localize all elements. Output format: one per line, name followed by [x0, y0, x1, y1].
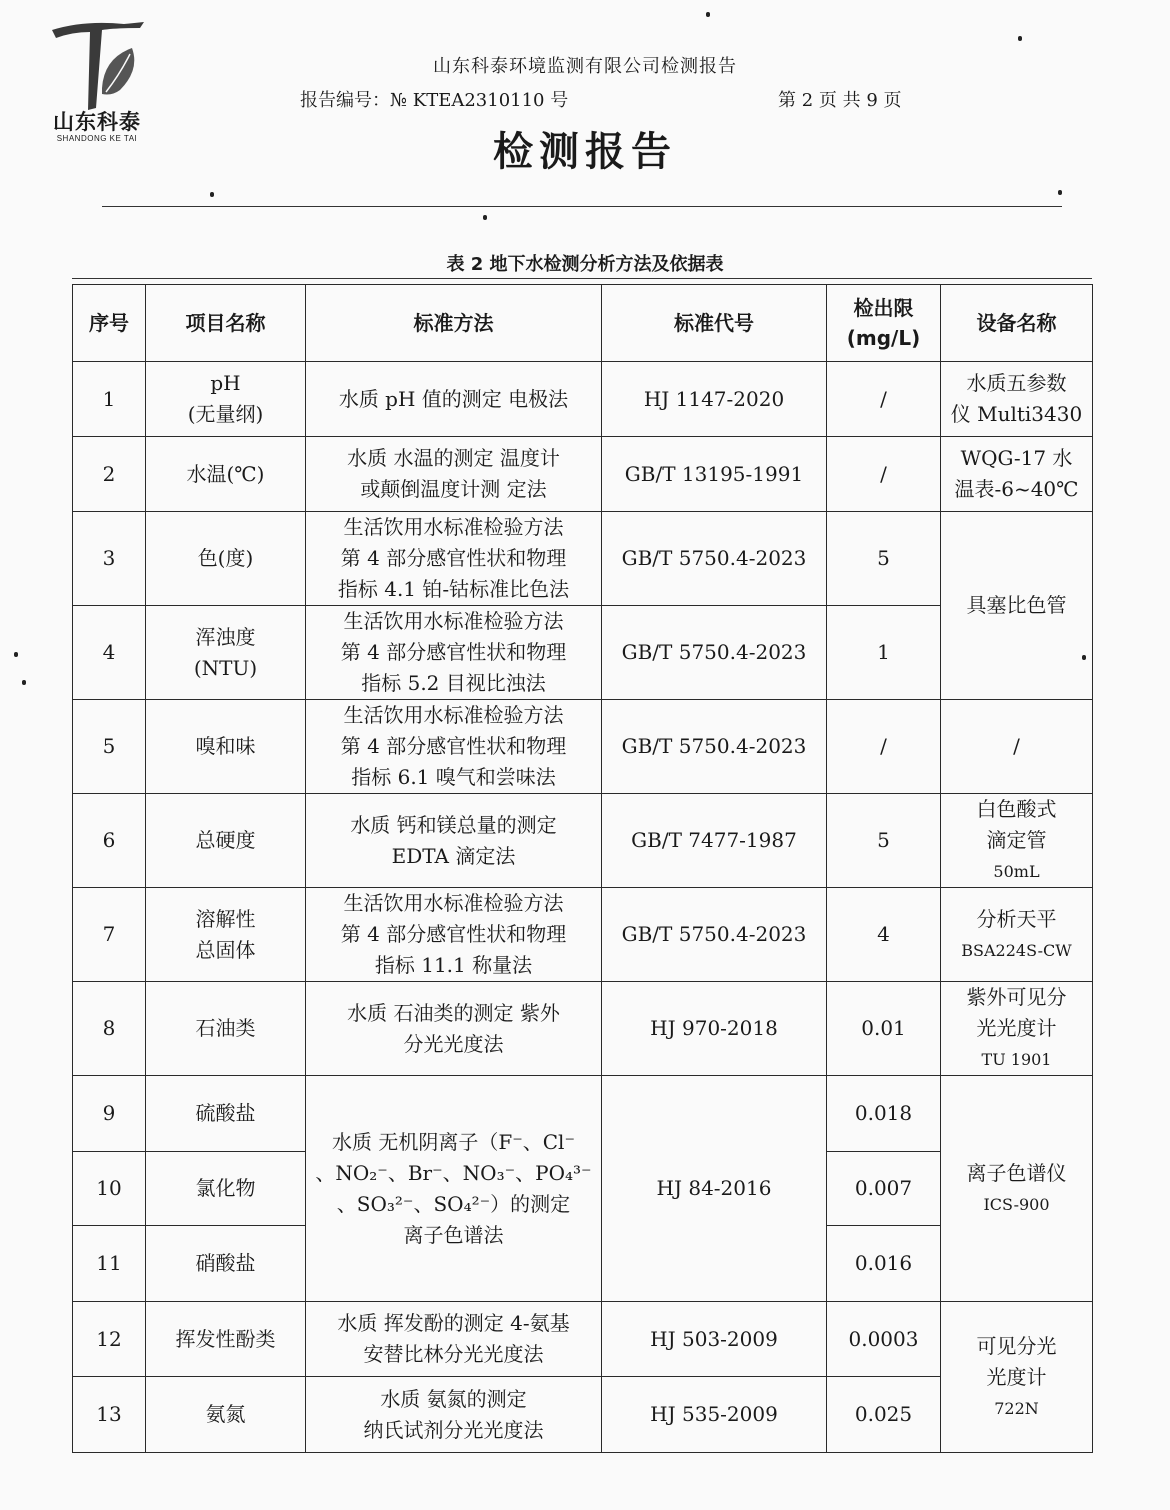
line: ICS-900: [983, 1194, 1050, 1214]
line: 仪 Multi3430: [950, 402, 1083, 426]
cell-method: [306, 1076, 602, 1302]
cell-code: GB/T 5750.4-2023: [602, 888, 827, 982]
line: 总固体: [195, 937, 256, 962]
cell-item: [146, 982, 306, 1076]
line: 离子色谱仪: [966, 1160, 1067, 1185]
cell-device: [941, 362, 1093, 437]
cell-method: [306, 982, 602, 1076]
scan-speck: [14, 652, 18, 657]
cell-code: HJ 1147-2020: [602, 362, 827, 437]
table-row: [73, 512, 1093, 606]
line: TU 1901: [981, 1050, 1052, 1069]
table-caption: 表 2 地下水检测分析方法及依据表: [446, 254, 724, 275]
table-header-row: [73, 285, 1093, 362]
line: 、SO₃²⁻、SO₄²⁻）的测定: [336, 1191, 571, 1216]
cell-method: [306, 606, 602, 700]
cell-method: [306, 888, 602, 982]
cell-device: [941, 888, 1093, 982]
line: 滴定管: [986, 828, 1047, 852]
cell-no: 1: [73, 362, 146, 437]
line: 嗅和味: [195, 734, 256, 758]
line: 白色酸式: [976, 797, 1057, 821]
cell-device: [941, 437, 1093, 512]
line: 生活饮用水标准检验方法: [343, 515, 564, 539]
scan-speck: [1082, 655, 1086, 660]
line: 50mL: [993, 862, 1040, 881]
cell-no: 13: [73, 1377, 146, 1453]
line: 第 4 部分感官性状和物理: [340, 640, 567, 664]
line: 水质 石油类的测定 紫外: [347, 1000, 560, 1025]
caption-divider: [72, 278, 1092, 279]
line: 温表-6~40℃: [954, 477, 1079, 501]
table-row: [73, 1302, 1093, 1377]
line: 生活饮用水标准检验方法: [343, 891, 564, 915]
line: (NTU): [193, 655, 258, 680]
cell-limit: /: [827, 362, 941, 437]
header-device: 设备名称: [941, 285, 1093, 362]
cell-item: [146, 1377, 306, 1453]
line: 硫酸盐: [195, 1101, 256, 1125]
line: 、NO₂⁻、Br⁻、NO₃⁻、PO₄³⁻: [315, 1160, 592, 1185]
cell-limit: 5: [827, 512, 941, 606]
table-row: [73, 982, 1093, 1076]
cell-code: HJ 503-2009: [602, 1302, 827, 1377]
cell-code: HJ 970-2018: [602, 982, 827, 1076]
header-limit-line1: 检出限: [853, 296, 914, 320]
cell-item: [146, 1076, 306, 1152]
table-row: [73, 794, 1093, 888]
cell-no: 5: [73, 700, 146, 794]
line: 浑浊度: [195, 624, 256, 649]
line: 指标 5.2 目视比浊法: [361, 671, 546, 695]
methods-table: [72, 284, 1093, 1453]
table-row: [73, 888, 1093, 982]
cell-item: [146, 1226, 306, 1302]
cell-code: GB/T 13195-1991: [602, 437, 827, 512]
line: 或颠倒温度计测 定法: [360, 477, 547, 501]
cell-code: GB/T 5750.4-2023: [602, 606, 827, 700]
table-row: [73, 1377, 1093, 1453]
cell-device: [941, 794, 1093, 888]
company-header: 山东科泰环境监测有限公司检测报告: [433, 56, 737, 77]
line: 总硬度: [195, 828, 256, 852]
cell-code: GB/T 5750.4-2023: [602, 512, 827, 606]
cell-item: [146, 794, 306, 888]
cell-limit: 0.016: [827, 1226, 941, 1302]
line: pH: [210, 371, 241, 395]
cell-no: 10: [73, 1152, 146, 1226]
header-method: 标准方法: [306, 285, 602, 362]
line: 氯化物: [195, 1176, 256, 1200]
cell-device: [941, 1302, 1093, 1453]
cell-device: [941, 700, 1093, 794]
line: 离子色谱法: [403, 1222, 504, 1247]
cell-no: 7: [73, 888, 146, 982]
cell-limit: 4: [827, 888, 941, 982]
line: 可见分光: [976, 1333, 1057, 1358]
line: 挥发性酚类: [175, 1326, 276, 1351]
table-row: [73, 606, 1093, 700]
cell-code: HJ 535-2009: [602, 1377, 827, 1453]
cell-no: 6: [73, 794, 146, 888]
header-limit: [827, 285, 941, 362]
line: 指标 6.1 嗅气和尝味法: [351, 765, 556, 789]
cell-device: [941, 1076, 1093, 1302]
cell-limit: 1: [827, 606, 941, 700]
line: 氨氮: [205, 1402, 246, 1426]
scan-speck: [483, 215, 487, 220]
table-row: [73, 700, 1093, 794]
page-info: 第 2 页 共 9 页: [778, 90, 902, 111]
cell-item: [146, 1152, 306, 1226]
line: 光度计: [986, 1364, 1047, 1389]
header-item: 项目名称: [146, 285, 306, 362]
cell-item: [146, 888, 306, 982]
cell-device: [941, 982, 1093, 1076]
header-limit-line2: (mg/L): [846, 326, 921, 350]
line: 第 4 部分感官性状和物理: [340, 922, 567, 946]
line: 水质 钙和镁总量的测定: [350, 812, 557, 837]
cell-item: [146, 606, 306, 700]
line: 分光光度法: [403, 1031, 504, 1056]
line: 722N: [994, 1398, 1039, 1418]
cell-method: [306, 700, 602, 794]
report-number: 报告编号：№ KTEA2310110 号: [300, 90, 569, 111]
line: 光光度计: [976, 1016, 1057, 1040]
cell-no: 12: [73, 1302, 146, 1377]
cell-item: [146, 437, 306, 512]
header-code: 标准代号: [602, 285, 827, 362]
table-row: [73, 437, 1093, 512]
cell-item: [146, 700, 306, 794]
cell-method: [306, 794, 602, 888]
cell-code: HJ 84-2016: [602, 1076, 827, 1302]
header-no: 序号: [73, 285, 146, 362]
cell-limit: /: [827, 700, 941, 794]
line: BSA224S-CW: [961, 940, 1072, 960]
cell-device: [941, 512, 1093, 700]
line: 第 4 部分感官性状和物理: [340, 546, 567, 570]
line: 水质 无机阴离子（F⁻、Cl⁻: [331, 1129, 576, 1154]
cell-limit: 0.0003: [827, 1302, 941, 1377]
cell-no: 2: [73, 437, 146, 512]
logo-text: 山东科泰: [53, 109, 141, 134]
cell-code: GB/T 7477-1987: [602, 794, 827, 888]
cell-method: [306, 1302, 602, 1377]
line: 具塞比色管: [966, 593, 1067, 617]
line: 水质 氨氮的测定: [380, 1386, 527, 1411]
cell-method: [306, 362, 602, 437]
line: 安替比林分光光度法: [363, 1342, 544, 1366]
line: 溶解性: [195, 906, 256, 931]
cell-no: 8: [73, 982, 146, 1076]
cell-item: [146, 512, 306, 606]
line: 分析天平: [976, 906, 1057, 931]
line: 水质 pH 值的测定 电极法: [338, 386, 569, 411]
scan-speck: [22, 680, 26, 685]
cell-limit: 5: [827, 794, 941, 888]
cell-limit: 0.018: [827, 1076, 941, 1152]
line: 色(度): [197, 546, 254, 570]
line: /: [1013, 734, 1020, 758]
scan-speck: [1018, 36, 1022, 41]
line: (无量纲): [187, 402, 264, 426]
table-row: [73, 1076, 1093, 1152]
logo-subtitle: SHANDONG KE TAI: [56, 134, 138, 143]
scan-speck: [210, 192, 214, 197]
line: 紫外可见分: [966, 985, 1067, 1009]
cell-method: [306, 437, 602, 512]
cell-no: 11: [73, 1226, 146, 1302]
cell-no: 3: [73, 512, 146, 606]
cell-item: [146, 362, 306, 437]
cell-no: 4: [73, 606, 146, 700]
header-divider: [102, 206, 1062, 207]
scan-speck: [1058, 190, 1062, 195]
cell-limit: 0.01: [827, 982, 941, 1076]
cell-method: [306, 512, 602, 606]
line: 第 4 部分感官性状和物理: [340, 734, 567, 758]
line: 水质 挥发酚的测定 4-氨基: [337, 1311, 570, 1335]
line: EDTA 滴定法: [391, 843, 516, 868]
line: 生活饮用水标准检验方法: [343, 703, 564, 727]
line: 指标 11.1 称量法: [374, 953, 533, 977]
cell-limit: /: [827, 437, 941, 512]
document-title: 检测报告: [493, 129, 677, 175]
line: WQG-17 水: [960, 446, 1073, 470]
line: 水质五参数: [966, 371, 1067, 395]
scan-speck: [706, 12, 710, 17]
line: 硝酸盐: [195, 1251, 256, 1275]
line: 水质 水温的测定 温度计: [347, 446, 560, 470]
cell-no: 9: [73, 1076, 146, 1152]
cell-limit: 0.007: [827, 1152, 941, 1226]
cell-limit: 0.025: [827, 1377, 941, 1453]
line: 生活饮用水标准检验方法: [343, 609, 564, 633]
cell-method: [306, 1377, 602, 1453]
table-row: [73, 362, 1093, 437]
line: 水温(℃): [186, 461, 265, 486]
line: 石油类: [195, 1016, 256, 1040]
cell-item: [146, 1302, 306, 1377]
line: 纳氏试剂分光光度法: [363, 1417, 544, 1442]
cell-code: GB/T 5750.4-2023: [602, 700, 827, 794]
line: 指标 4.1 铂-钴标准比色法: [337, 577, 570, 601]
